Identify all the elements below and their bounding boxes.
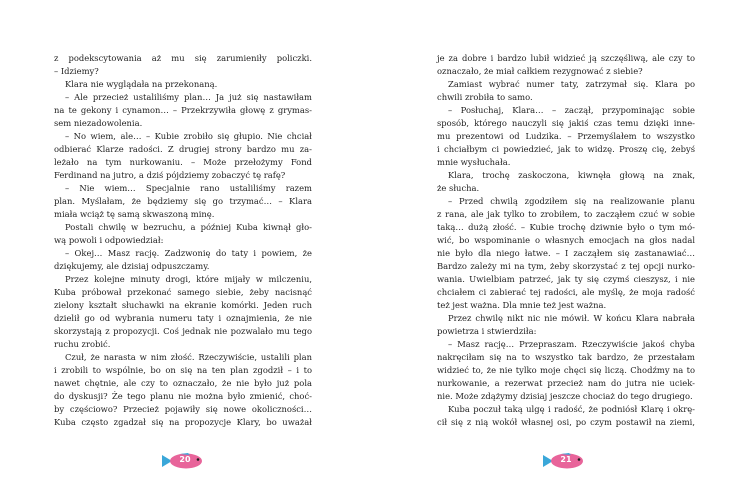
text-line: mnie wysłuchała. xyxy=(437,157,511,167)
text-line: wić, bo wspominanie o własnych emocjach na głos nadal xyxy=(437,235,695,245)
text-line: skorzystają z propozycji. Coś jednak nie pozwalało mu tego xyxy=(54,326,312,336)
text-line: widzieć to, że nie tylko moje chęci się liczą. Chodźmy na to xyxy=(437,365,695,375)
text-line: ruchu zrobić. xyxy=(54,339,111,349)
text-line: Przez chwilę nikt nic nie mówił. W końcu Klara nabrała xyxy=(448,313,695,323)
text-line: mu prezentowi od Ludzika. – Przemyślałem to wszystko xyxy=(437,131,695,141)
left-page-text xyxy=(54,52,312,429)
text-line: odbierać Klarze radości. Z drugiej strony bardzo mu za- xyxy=(54,144,312,154)
text-line: i chciałbym ci powiedzieć, jak to widzę. Proszę cię, żebyś xyxy=(437,144,695,154)
text-line: dzielił go od wybrania numeru taty i oznajmienia, że nie xyxy=(54,313,312,323)
text-line: sem niezadowolenia. xyxy=(54,118,143,128)
text-line: Postali chwilę w bezruchu, a później Kuba kiwnął gło- xyxy=(65,222,312,232)
text-line: Ferdinand na jutro, a dziś pójdziemy zobaczyć tę rafę? xyxy=(54,170,286,180)
text-line: Czuł, że narasta w nim złość. Rzeczywiście, ustalili plan xyxy=(65,352,312,362)
text-line: – Okej… Masz rację. Zadzwonię do taty i powiem, że xyxy=(65,248,312,258)
text-line: – Przed chwilą zgodziłem się na realizowanie planu xyxy=(448,196,695,206)
text-line: by częściowo? Przecież pojawiły się nowe okoliczności… xyxy=(54,404,312,414)
text-line: Bardzo zależy mi na tym, żeby skorzystać z tej opcji nurko- xyxy=(437,261,695,271)
text-line: – Posłuchaj, Klara… – zaczął, przypominając sobie xyxy=(448,105,695,115)
text-line: na te gekony i cynamon… – Przekrzywiła głowę z grymas- xyxy=(54,105,312,115)
text-line: nie było dla niego łatwe. – I zacząłem się zastanawiać… xyxy=(437,248,695,258)
text-line: że słucha. xyxy=(437,183,480,193)
text-line: Kuba próbował przekonać samego siebie, żeby nacisnąć xyxy=(54,287,312,297)
text-line: Kuba poczuł taką ulgę i radość, że podniósł Klarę i okrę- xyxy=(448,404,695,414)
text-line: nakręciłam się na to wszystko tak bardzo, że przestałam xyxy=(437,352,695,362)
text-line: z podekscytowania aż mu się zarumieniły policzki. xyxy=(54,53,312,63)
text-line: i zrobili to wspólnie, bo on się na ten plan zgodził – i to xyxy=(54,365,312,375)
text-line: Klara nie wyglądała na przekonaną. xyxy=(65,79,218,89)
text-line: zielony kształt słuchawki na ekranie komórki. Jeden ruch xyxy=(54,300,312,310)
text-line: – Nie wiem… Specjalnie rano ustaliliśmy razem xyxy=(65,183,312,193)
text-line: dziękujemy, ale dzisiaj odpuszczamy. xyxy=(54,261,210,271)
text-line: Klara, trochę zaskoczona, kiwnęła głową na znak, xyxy=(448,170,695,180)
page-number-left xyxy=(160,452,208,470)
text-line: miała wciąż tę samą skwaszoną minę. xyxy=(54,209,215,219)
text-line: – No wiem, ale… – Kubie zrobiło się głupio. Nie chciał xyxy=(65,131,312,141)
right-page-text xyxy=(437,52,695,429)
text-line: też jest ważna. Dla mnie też jest ważna. xyxy=(437,300,607,310)
text-line: powietrza i stwierdziła: xyxy=(437,326,537,336)
page-number-left-label: 20 xyxy=(179,455,191,464)
text-line: – Idziemy? xyxy=(54,66,99,76)
text-line: Kuba często zgadzał się na propozycje Klary, bo uważał xyxy=(54,417,312,427)
text-line: wania. Uwielbiam patrzeć, jak ty się czymś cieszysz, i nie xyxy=(437,274,695,284)
text-line: nurkowanie, a rezerwat przecież nam do jutra nie uciek- xyxy=(437,378,695,388)
text-line: je za dobre i bardzo lubił widzieć ją szczęśliwą, ale czy to xyxy=(437,53,695,63)
text-line: do dyskusji? Że tego planu nie można było zmienić, choć- xyxy=(54,391,312,401)
text-line: Zamiast wybrać numer taty, zatrzymał się. Klara po xyxy=(448,79,695,89)
page-number-right-label: 21 xyxy=(560,455,572,464)
text-line: sposób, którego nauczyli się jakiś czas temu dzięki inne- xyxy=(437,118,695,128)
text-line: z rana, ale jak tylko to zrobiłem, to zacząłem czuć w sobie xyxy=(437,209,695,219)
text-line: taką… dużą złość. – Kubie trochę dziwnie było o tym mó- xyxy=(437,222,695,232)
text-line: – Masz rację… Przepraszam. Rzeczywiście jakoś chyba xyxy=(448,339,695,349)
text-line: plan. Myślałam, że będziemy się go trzymać… – Klara xyxy=(54,196,312,206)
text-line: oznaczało, że miał całkiem rezygnować z siebie? xyxy=(437,66,643,76)
text-line: nie. Może zdążymy dzisiaj jeszcze chociaż do tego drugiego. xyxy=(437,391,693,401)
text-line: cił się z nią wokół własnej osi, po czym postawił na ziemi, xyxy=(437,417,695,427)
text-line: chciałem ci zabierać tej radości, ale myślę, że moja radość xyxy=(437,287,695,297)
text-line: – Ale przecież ustaliliśmy plan… Ja już się nastawiłam xyxy=(65,92,312,102)
text-line: leżało na tym nurkowaniu. – Może przełożymy Fond xyxy=(54,157,312,167)
page-number-right xyxy=(541,452,589,470)
text-line: chwili zrobiła to samo. xyxy=(437,92,533,102)
text-line: nawet chętnie, ale czy to oznaczało, że nie było już pola xyxy=(54,378,312,388)
text-line: wą powoli i odpowiedział: xyxy=(54,235,164,245)
text-line: Przez kolejne minuty drogi, które mijały w milczeniu, xyxy=(65,274,312,284)
